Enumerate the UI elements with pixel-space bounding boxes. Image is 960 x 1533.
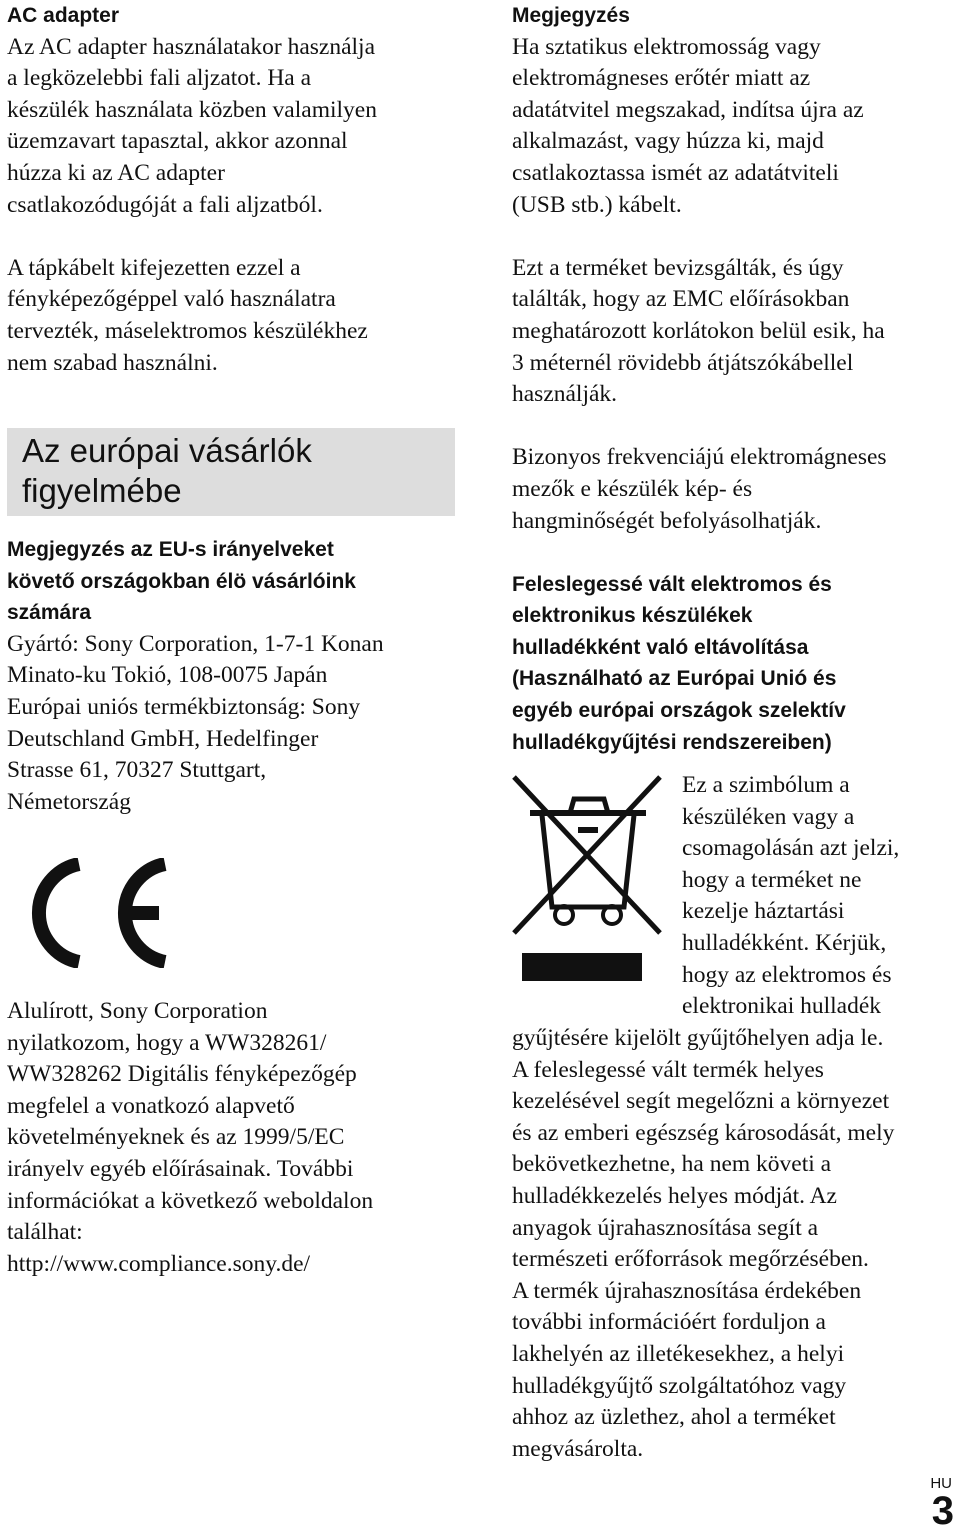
left-column xyxy=(7,0,462,1277)
section-title-european-customers: Az európai vásárlók figyelmébe xyxy=(7,428,455,516)
electromagnetic-field-text: Bizonyos frekvenciájú elektromágneses mezők e készülék kép- és hangminőségét befolyásolhatják. xyxy=(512,444,887,534)
declaration-section xyxy=(7,996,373,1280)
weee-symbol-text: Ez a szimbólum a készüléken vagy a csomagolásán azt jelzi, hogy a terméket ne kezelje háztartási hulladékként. Kérjük, hogy az elektromos és elektronikai hulladék xyxy=(682,772,900,1020)
note-heading: Megjegyzés xyxy=(512,4,630,27)
ac-adapter-heading: AC adapter xyxy=(7,4,120,27)
eu-notice-text: Gyártó: Sony Corporation, 1-7-1 Konan Minato-ku Tokió, 108-0075 Japán Európai uniós termékbiztonság: Sony Deutschland GmbH, Hedelfinger Strasse 61, 70327 Stuttgart, Németország xyxy=(7,630,384,815)
power-cable-text: A tápkábelt kifejezetten ezzel a fényképezőgéppel való használatra tervezték, máselektromos készülékhez nem szabad használni. xyxy=(7,254,368,376)
crossed-out-bin-icon xyxy=(512,773,672,993)
right-top-section xyxy=(512,0,957,758)
page-number: 3 xyxy=(931,1489,954,1533)
weee-heading: Feleslegessé vált elektromos és elektronikus készülékek hulladékként való eltávolítása (Használható az Európai Unió és egyéb európai országok szelektív hulladékgyűjtési rendszereiben) xyxy=(512,572,846,754)
page-language-label: HU xyxy=(930,1475,952,1492)
ac-adapter-text: Az AC adapter használatakor használja a legközelebbi fali aljzatot. Ha a készülék használata közben valamilyen üzemzavart tapasztal, akkor azonnal húzza ki az AC adapter csatlakozódugóját a fali aljzatból. xyxy=(7,33,377,218)
declaration-text: Alulírott, Sony Corporation nyilatkozom, hogy a WW328261/ WW328262 Digitális fényképezőgép megfelel a vonatkozó alapvető követelményeknek és az 1999/5/EC irányelv egyéb előírásainak. További információkat a következő weboldalon találhat: http://www.compliance.sony.de/ xyxy=(7,998,374,1277)
right-column xyxy=(512,0,957,1462)
emc-text: Ezt a terméket bevizsgálták, és úgy találták, hogy az EMC előírásokban meghatározott korlátokon belül esik, ha 3 méternél rövidebb átjátszókábellel használják. xyxy=(512,254,885,408)
weee-disposal-text: gyűjtésére kijelölt gyűjtőhelyen adja le. A feleslegessé vált termék helyes kezelésével segít megelőzni a környezet és az emberi egészség károsodását, mely bekövetkezhetne, ha nem követi a hulladékkezelés helyes módját. Az anyagok újrahasznosítása segít a természeti erőforrások megőrzésében. A termék újrahasznosítása érdekében további információért forduljon a lakhelyén az illetékesekhez, a helyi hulladékgyűjtő szolgáltatóhoz vagy ahhoz az üzlethez, ahol a terméket megvásárolta. xyxy=(512,1025,895,1462)
ce-mark-icon xyxy=(17,858,172,968)
ac-adapter-section xyxy=(7,0,462,379)
note-text: Ha sztatikus elektromosság vagy elektromágneses erőtér miatt az adatátvitel megszakad, indítsa újra az alkalmazást, vagy húzza ki, majd csatlakoztassa ismét az adatátviteli (USB stb.) kábelt. xyxy=(512,33,864,218)
eu-notice-heading: Megjegyzés az EU-s irányelveket követő országokban élö vásárlóink számára xyxy=(7,538,356,625)
eu-notice-section xyxy=(7,534,384,818)
